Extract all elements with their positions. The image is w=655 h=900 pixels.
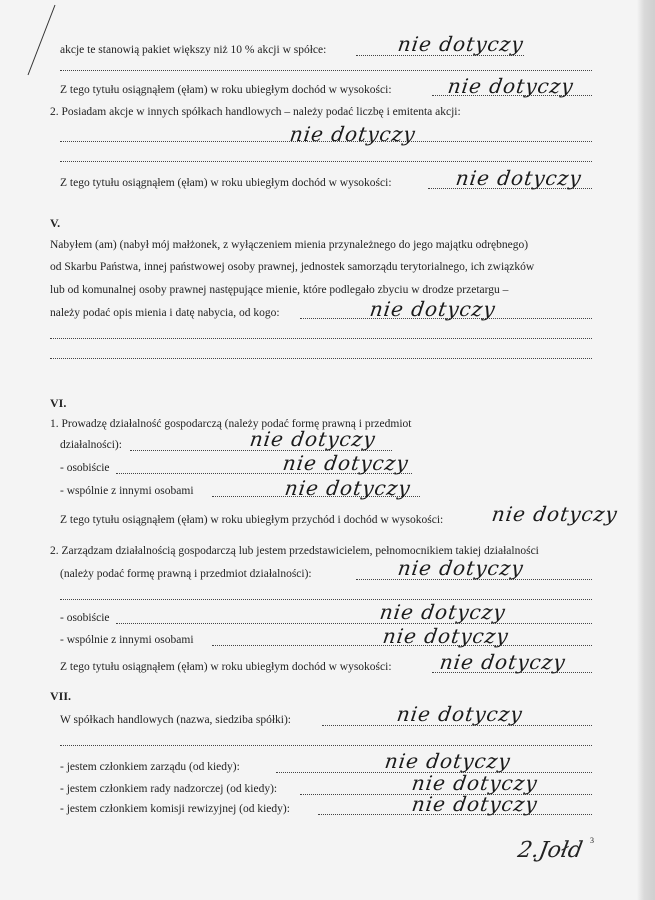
handwritten-answer: nie dotyczy	[454, 166, 584, 190]
section-heading: VII.	[50, 689, 72, 703]
personal-line: - osobiście	[60, 462, 110, 474]
dotted-line	[60, 161, 592, 162]
section-text: (należy podać formę prawną i przedmiot działalności):	[60, 568, 312, 580]
handwritten-answer: nie dotyczy	[288, 122, 418, 146]
handwritten-answer: nie dotyczy	[383, 749, 513, 773]
initials-signature: 2.Jołd	[515, 838, 585, 863]
dotted-line	[60, 599, 592, 600]
income-line: Z tego tytułu osiągnąłem (ęłam) w roku ubiegłym dochód w wysokości:	[60, 177, 392, 189]
page-number: 3	[590, 836, 594, 845]
handwritten-answer: nie dotyczy	[410, 771, 540, 795]
handwritten-answer: nie dotyczy	[283, 476, 413, 500]
other-shares-line: 2. Posiadam akcje w innych spółkach handlowych – należy podać liczbę i emitenta akcji:	[50, 106, 461, 118]
dotted-line	[60, 745, 592, 746]
handwritten-answer: nie dotyczy	[438, 650, 568, 674]
section-text: od Skarbu Państwa, innej państwowej osoby prawnej, jednostek samorządu terytorialnego, ich związków	[50, 261, 535, 273]
section-text: działalności):	[60, 439, 122, 451]
joint-line: - wspólnie z innymi osobami	[60, 485, 194, 497]
joint-line: - wspólnie z innymi osobami	[60, 634, 194, 646]
section-heading: V.	[50, 216, 61, 230]
handwritten-answer: nie dotyczy	[490, 502, 620, 526]
handwritten-answer: nie dotyczy	[381, 624, 511, 648]
income-line: Z tego tytułu osiągnąłem (ęłam) w roku ubiegłym przychód i dochód w wysokości:	[60, 514, 444, 526]
margin-pen-stroke	[0, 0, 60, 80]
section-text: 2. Zarządzam działalnością gospodarczą lub jestem przedstawicielem, pełnomocnikiem takiej działalności	[50, 545, 539, 557]
handwritten-answer: nie dotyczy	[368, 297, 498, 321]
section-text: lub od komunalnej osoby prawnej następujące mienie, które podlegało zbyciu w drodze przetargu –	[50, 284, 509, 296]
handwritten-answer: nie dotyczy	[281, 451, 411, 475]
dotted-line	[50, 338, 592, 339]
dotted-line	[60, 70, 592, 71]
income-line: Z tego tytułu osiągnąłem (ęłam) w roku ubiegłym dochód w wysokości:	[60, 661, 392, 673]
section-text: 1. Prowadzę działalność gospodarczą (należy podać formę prawną i przedmiot	[50, 418, 412, 430]
handwritten-answer: nie dotyczy	[378, 600, 508, 624]
audit-committee-line: - jestem członkiem komisji rewizyjnej (od kiedy):	[60, 803, 290, 815]
section-text: Nabyłem (am) (nabył mój małżonek, z wyłączeniem mienia przynależnego do jego majątku odrębnego)	[50, 239, 529, 251]
handwritten-answer: nie dotyczy	[410, 792, 540, 816]
page-edge-shadow	[637, 0, 655, 900]
dotted-line	[60, 141, 592, 142]
income-line: Z tego tytułu osiągnąłem (ęłam) w roku ubiegłym dochód w wysokości:	[60, 84, 392, 96]
section-text: należy podać opis mienia i datę nabycia, od kogo:	[50, 307, 280, 319]
handwritten-answer: nie dotyczy	[396, 556, 526, 580]
handwritten-answer: nie dotyczy	[396, 32, 526, 56]
shares-10-percent-line: akcje te stanowią pakiet większy niż 10 % akcji w spółce:	[60, 44, 327, 56]
section-heading: VI.	[50, 396, 67, 410]
handwritten-answer: nie dotyczy	[395, 702, 525, 726]
dotted-line	[116, 623, 592, 624]
dotted-line	[50, 358, 592, 359]
handwritten-answer: nie dotyczy	[446, 74, 576, 98]
board-member-line: - jestem członkiem zarządu (od kiedy):	[60, 761, 240, 773]
personal-line: - osobiście	[60, 612, 110, 624]
supervisory-board-line: - jestem członkiem rady nadzorczej (od kiedy):	[60, 783, 278, 795]
section-text: W spółkach handlowych (nazwa, siedziba spółki):	[60, 714, 291, 726]
handwritten-answer: nie dotyczy	[248, 427, 378, 451]
